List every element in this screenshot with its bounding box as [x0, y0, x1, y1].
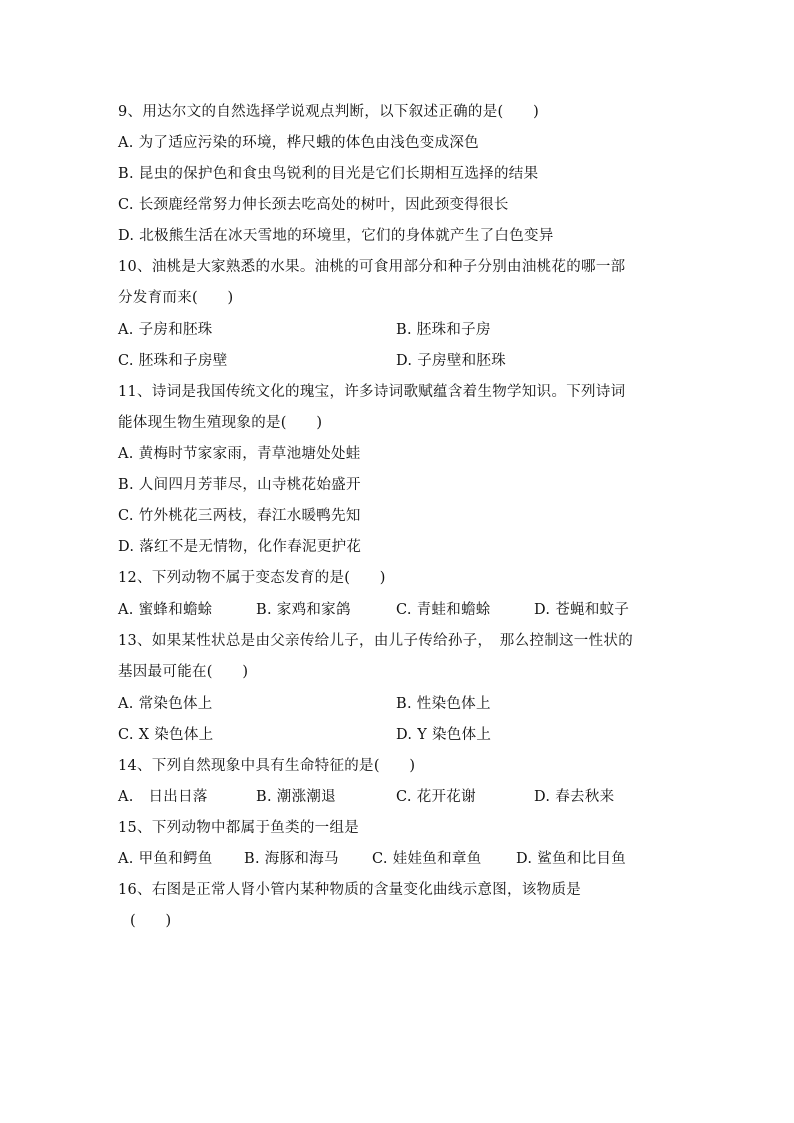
q16-answer-blank: ( ): [130, 913, 172, 929]
q14-option-b: B. 潮涨潮退: [256, 789, 336, 805]
q10-option-b: B. 胚珠和子房: [396, 322, 491, 338]
q9-option-c: C. 长颈鹿经常努力伸长颈去吃高处的树叶，因此颈变得很长: [118, 197, 509, 213]
q11-stem-line2: 能体现生物生殖现象的是( ): [118, 415, 323, 431]
q14-stem: 14、下列自然现象中具有生命特征的是( ): [118, 758, 416, 774]
q12-option-a: A. 蜜蜂和蟾蜍: [118, 602, 213, 618]
q12-option-c: C. 青蛙和蟾蜍: [396, 602, 491, 618]
q13-option-c: C. X 染色体上: [118, 727, 214, 743]
q16-stem: 16、右图是正常人肾小管内某种物质的含量变化曲线示意图，该物质是: [118, 882, 582, 898]
q15-option-d: D. 鲨鱼和比目鱼: [516, 851, 627, 867]
q15-option-c: C. 娃娃鱼和章鱼: [372, 851, 482, 867]
q12-option-b: B. 家鸡和家鸽: [256, 602, 351, 618]
q13-option-a: A. 常染色体上: [118, 696, 213, 712]
q11-option-a: A. 黄梅时节家家雨，青草池塘处处蛙: [118, 446, 361, 462]
q10-option-c: C. 胚珠和子房壁: [118, 353, 228, 369]
q15-option-b: B. 海豚和海马: [244, 851, 339, 867]
q15-stem: 15、下列动物中都属于鱼类的一组是: [118, 820, 360, 836]
q12-stem: 12、下列动物不属于变态发育的是( ): [118, 570, 386, 586]
q15-option-a: A. 甲鱼和鳄鱼: [118, 851, 213, 867]
q12-option-d: D. 苍蝇和蚊子: [534, 602, 630, 618]
q11-option-b: B. 人间四月芳菲尽，山寺桃花始盛开: [118, 477, 361, 493]
q9-option-d: D. 北极熊生活在冰天雪地的环境里，它们的身体就产生了白色变异: [118, 228, 554, 244]
q11-option-c: C. 竹外桃花三两枝，春江水暖鸭先知: [118, 508, 361, 524]
q14-option-d: D. 春去秋来: [534, 789, 615, 805]
q9-stem: 9、用达尔文的自然选择学说观点判断，以下叙述正确的是( ): [118, 104, 540, 120]
q10-stem-line1: 10、油桃是大家熟悉的水果。油桃的可食用部分和种子分别由油桃花的哪一部: [118, 259, 626, 275]
q13-stem-line2: 基因最可能在( ): [118, 664, 249, 680]
q10-stem-line2: 分发育而来( ): [118, 290, 234, 306]
q10-option-d: D. 子房壁和胚珠: [396, 353, 507, 369]
q9-option-b: B. 昆虫的保护色和食虫鸟锐利的目光是它们长期相互选择的结果: [118, 166, 539, 182]
q14-option-c: C. 花开花谢: [396, 789, 476, 805]
q11-stem-line1: 11、诗词是我国传统文化的瑰宝，许多诗词歌赋蕴含着生物学知识。下列诗词: [118, 384, 626, 400]
q10-option-a: A. 子房和胚珠: [118, 322, 213, 338]
q13-option-d: D. Y 染色体上: [396, 727, 492, 743]
q13-option-b: B. 性染色体上: [396, 696, 491, 712]
q13-stem-line1: 13、如果某性状总是由父亲传给儿子，由儿子传给孙子， 那么控制这一性状的: [118, 633, 633, 649]
q9-option-a: A. 为了适应污染的环境，桦尺蛾的体色由浅色变成深色: [118, 135, 479, 151]
q11-option-d: D. 落红不是无情物，化作春泥更护花: [118, 539, 362, 555]
q14-option-a: A. 日出日落: [118, 789, 208, 805]
